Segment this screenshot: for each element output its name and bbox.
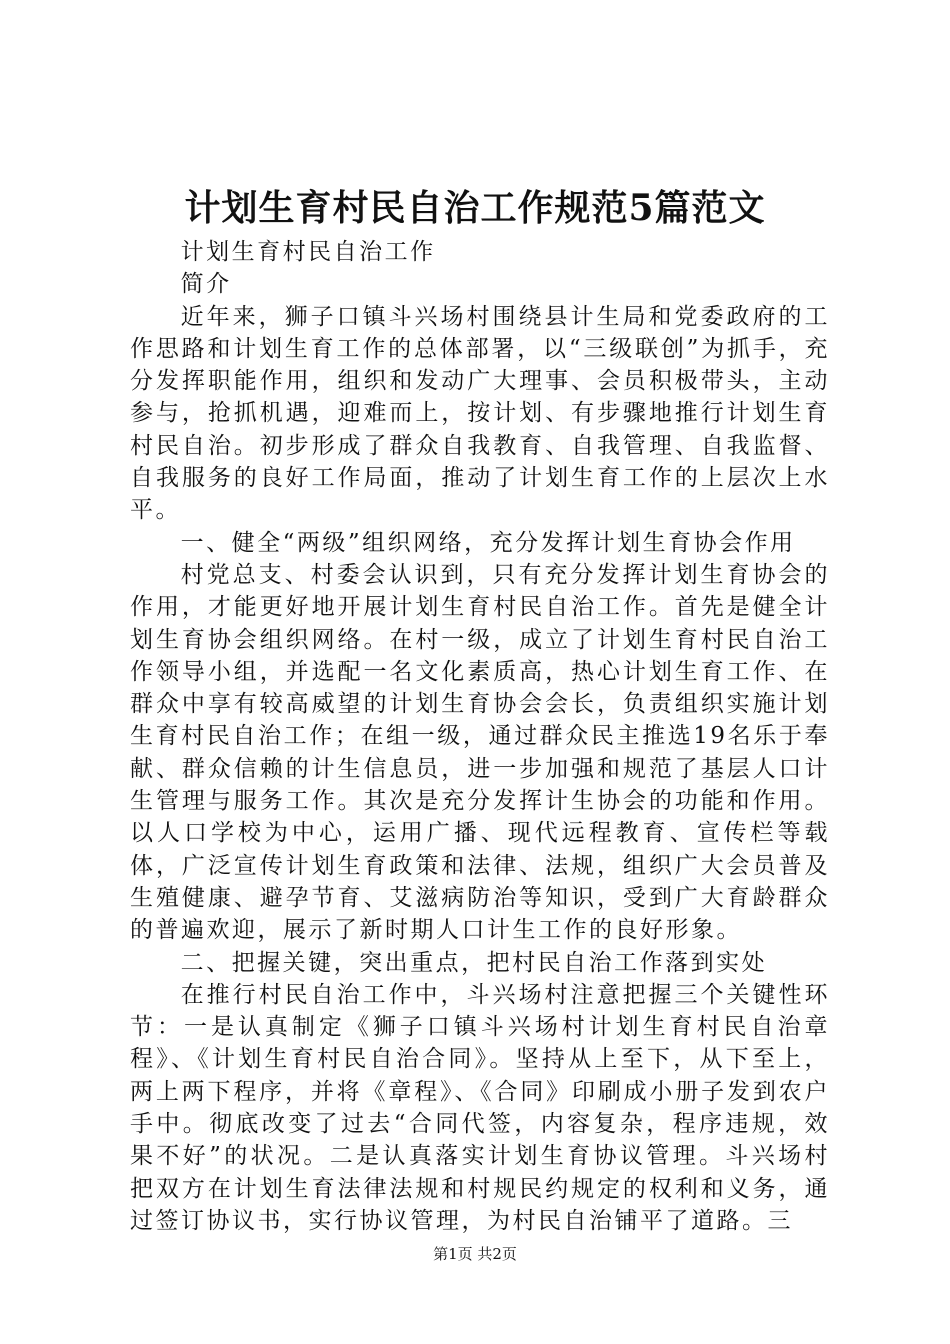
paragraph-intro-heading: 简介: [180, 271, 232, 298]
paragraph-subtitle: 计划生育村民自治工作: [180, 239, 436, 265]
section-heading-1: 一、健全“两级”组织网络，充分发挥计划生育协会作用: [180, 529, 796, 556]
document-title: 计划生育村民自治工作规范5篇范文: [184, 187, 766, 229]
paragraph-intro: 近年来，狮子口镇斗兴场村围绕县计生局和党委政府的工作思路和计划生育工作的总体部署，以“三级联创”为抓手，充分发挥职能作用，组织和发动广大理事、会员积极带头，主动参与，抢抓机遇，迎难而上，按计划、有步骤地推行计划生育村民自治。初步形成了群众自我教育、自我管理、自我监督、自我服务的良好工作局面，推动了计划生育工作的上层次上水平。: [130, 303, 830, 524]
section-heading-2: 二、把握关键，突出重点，把村民自治工作落到实处: [180, 949, 768, 976]
paragraph-section-2: 在推行村民自治工作中，斗兴场村注意把握三个关键性环节：一是认真制定《狮子口镇斗兴场村计划生育村民自治章程》、《计划生育村民自治合同》。坚持从上至下，从下至上，两上两下程序，并将《章程》、《合同》印刷成小册子发到农户手中。彻底改变了过去“合同代签，内容复杂，程序违规，效果不好”的状况。二是认真落实计划生育协议管理。斗兴场村把双方在计划生育法律法规和村规民约规定的权利和义务，通过签订协议书，实行协议管理，为村民自治铺平了道路。三: [130, 981, 830, 1234]
paragraph-section-1: 村党总支、村委会认识到，只有充分发挥计划生育协会的作用，才能更好地开展计划生育村民自治工作。首先是健全计划生育协会组织网络。在村一级，成立了计划生育村民自治工作领导小组，并选配一名文化素质高，热心计划生育工作、在群众中享有较高威望的计划生育协会会长，负责组织实施计划生育村民自治工作；在组一级，通过群众民主推选19名乐于奉献、群众信赖的计生信息员，进一步加强和规范了基层人口计生管理与服务工作。其次是充分发挥计生协会的功能和作用。以人口学校为中心，运用广播、现代远程教育、宣传栏等载体，广泛宣传计划生育政策和法律、法规，组织广大会员普及生殖健康、避孕节育、艾滋病防治等知识，受到广大育龄群众的普遍欢迎，展示了新时期人口计生工作的良好形象。: [130, 561, 830, 944]
document-body: [130, 236, 830, 1237]
page-footer: 第1页 共2页: [433, 1245, 517, 1263]
